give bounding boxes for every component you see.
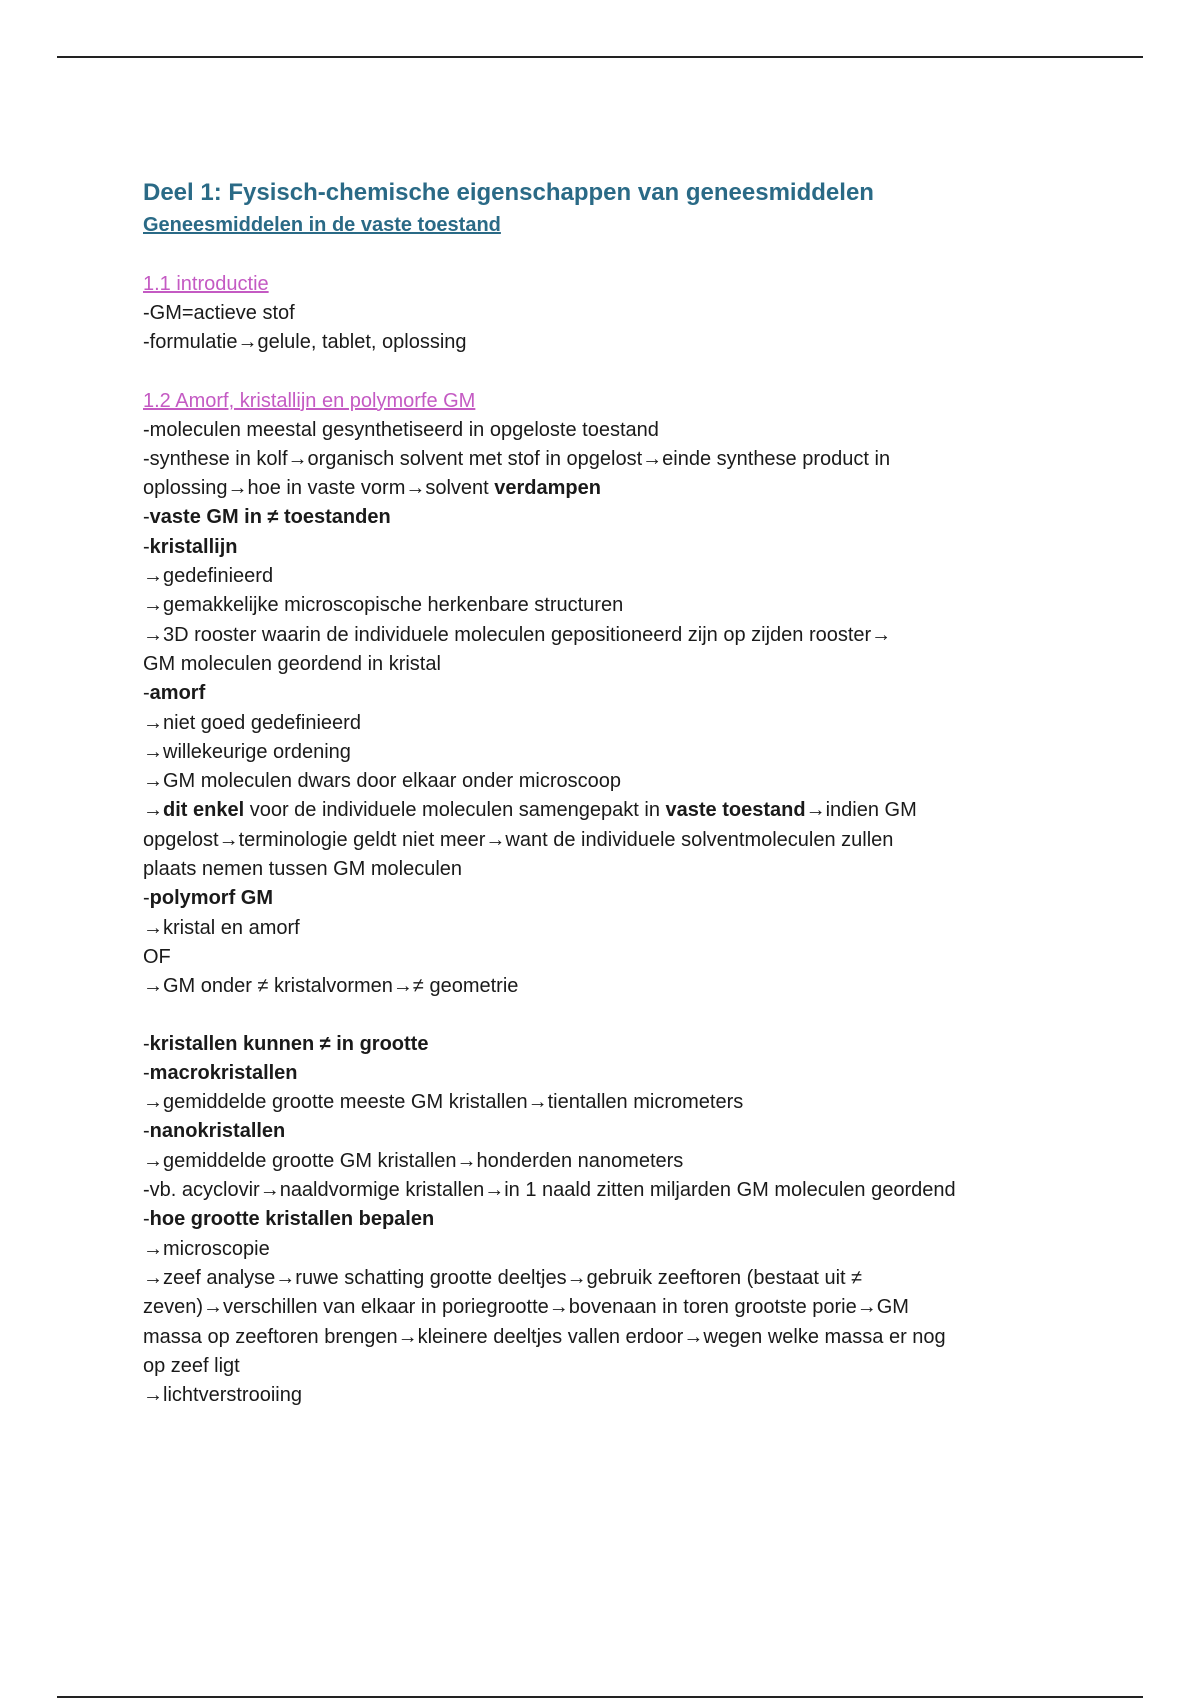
text-line [143, 1059, 1083, 1088]
bold-text: amorf [149, 682, 206, 705]
text-line [143, 1293, 1083, 1322]
text-segment: - [143, 1032, 150, 1055]
text-line [143, 914, 1083, 943]
text-segment: GM moleculen geordend in kristal [143, 652, 441, 675]
text-segment: →gedefinieerd [143, 565, 274, 588]
bold-text: vaste GM in ≠ toestanden [149, 506, 391, 529]
text-segment: →gemiddelde grootte meeste GM kristallen→tientallen micrometers [143, 1091, 744, 1114]
text-segment: OF [143, 945, 171, 968]
text-segment: →3D rooster waarin de individuele moleculen gepositioneerd zijn op zijden rooster→ [143, 623, 892, 646]
text-segment: - [143, 535, 150, 558]
sections-container [143, 240, 1083, 1410]
bold-text: hoe grootte kristallen bepalen [149, 1208, 435, 1231]
text-segment: zeven)→verschillen van elkaar in poriegrootte→bovenaan in toren grootste porie→GM [143, 1296, 909, 1319]
text-line [143, 474, 1083, 503]
text-segment: →gemiddelde grootte GM kristallen→honderden nanometers [143, 1149, 684, 1172]
text-line [143, 796, 1083, 825]
text-line [143, 855, 1083, 884]
section-heading: 1.2 Amorf, kristallijn en polymorfe GM [143, 389, 476, 412]
text-segment: →microscopie [143, 1237, 270, 1260]
text-segment: voor de individuele moleculen samengepakt in [244, 799, 666, 822]
section-spacer [143, 1002, 1083, 1030]
text-line [143, 1235, 1083, 1264]
bold-text: enkel [193, 799, 245, 822]
text-line [143, 1088, 1083, 1117]
text-line [143, 445, 1083, 474]
text-segment: -moleculen meestal gesynthetiseerd in opgeloste toestand [143, 418, 659, 441]
text-line [143, 328, 1083, 357]
header-rule [57, 56, 1143, 58]
text-segment: - [143, 887, 150, 910]
bold-text: macrokristallen [149, 1061, 298, 1084]
footer-rule [57, 1696, 1143, 1698]
text-line [143, 1176, 1083, 1205]
text-segment: →willekeurige ordening [143, 740, 351, 763]
text-segment: opgelost→terminologie geldt niet meer→want de individuele solventmoleculen zullen [143, 828, 894, 851]
text-line [143, 1323, 1083, 1352]
text-segment: - [143, 682, 150, 705]
text-line [143, 1030, 1083, 1059]
text-segment: →zeef analyse→ruwe schatting grootte deeltjes→gebruik zeeftoren (bestaat uit ≠ [143, 1266, 863, 1289]
text-segment: - [143, 1061, 150, 1084]
text-line [143, 738, 1083, 767]
bold-text: kristallijn [149, 535, 238, 558]
text-segment: -formulatie→gelule, tablet, oplossing [143, 331, 467, 354]
text-line [143, 533, 1083, 562]
text-line [143, 1381, 1083, 1410]
text-line [143, 650, 1083, 679]
text-line [143, 299, 1083, 328]
text-segment: plaats nemen tussen GM moleculen [143, 858, 463, 881]
text-segment: →lichtverstrooiing [143, 1384, 302, 1407]
text-line [143, 679, 1083, 708]
text-line [143, 826, 1083, 855]
text-segment: - [143, 1120, 150, 1143]
text-segment: massa op zeeftoren brengen→kleinere deeltjes vallen erdoor→wegen welke massa er nog [143, 1325, 946, 1348]
text-segment: - [143, 506, 150, 529]
text-line [143, 972, 1083, 1001]
text-segment: →niet goed gedefinieerd [143, 711, 361, 734]
section-spacer [143, 240, 1083, 269]
text-line [143, 1205, 1083, 1234]
text-segment: oplossing→hoe in vaste vorm→solvent [143, 477, 495, 500]
text-line [143, 943, 1083, 972]
text-segment: →gemakkelijke microscopische herkenbare structuren [143, 594, 624, 617]
text-line [143, 709, 1083, 738]
bold-text: verdampen [494, 477, 601, 500]
text-line [143, 1117, 1083, 1146]
text-line [143, 562, 1083, 591]
section-heading: 1.1 introductie [143, 273, 269, 295]
bold-text: vaste toestand [665, 799, 806, 822]
text-line [143, 767, 1083, 796]
text-segment: →kristal en amorf [143, 916, 300, 939]
text-segment: →GM moleculen dwars door elkaar onder microscoop [143, 770, 621, 793]
text-line [143, 1264, 1083, 1293]
text-line [143, 1147, 1083, 1176]
bold-text: polymorf GM [149, 887, 274, 910]
bold-text: →dit [143, 799, 193, 822]
text-segment: op zeef ligt [143, 1354, 240, 1377]
section-spacer [143, 358, 1083, 386]
bold-text: nanokristallen [149, 1120, 286, 1143]
text-line [143, 621, 1083, 650]
text-segment: →GM onder ≠ kristalvormen→≠ geometrie [143, 975, 519, 998]
text-segment: →indien GM [805, 799, 917, 822]
text-segment: -GM=actieve stof [143, 302, 295, 324]
text-line [143, 503, 1083, 532]
text-segment: - [143, 1208, 150, 1231]
text-line [143, 884, 1083, 913]
bold-text: kristallen kunnen ≠ in grootte [149, 1032, 429, 1055]
text-line [143, 416, 1083, 445]
text-line [143, 1352, 1083, 1381]
page-content [143, 176, 1083, 1410]
document-title: Deel 1: Fysisch-chemische eigenschappen van geneesmiddelen [143, 179, 874, 206]
text-line [143, 591, 1083, 620]
document-subtitle: Geneesmiddelen in de vaste toestand [143, 214, 501, 236]
text-segment: -synthese in kolf→organisch solvent met stof in opgelost→einde synthese product in [143, 447, 891, 470]
text-segment: -vb. acyclovir→naaldvormige kristallen→in 1 naald zitten miljarden GM moleculen geordend [143, 1179, 956, 1202]
